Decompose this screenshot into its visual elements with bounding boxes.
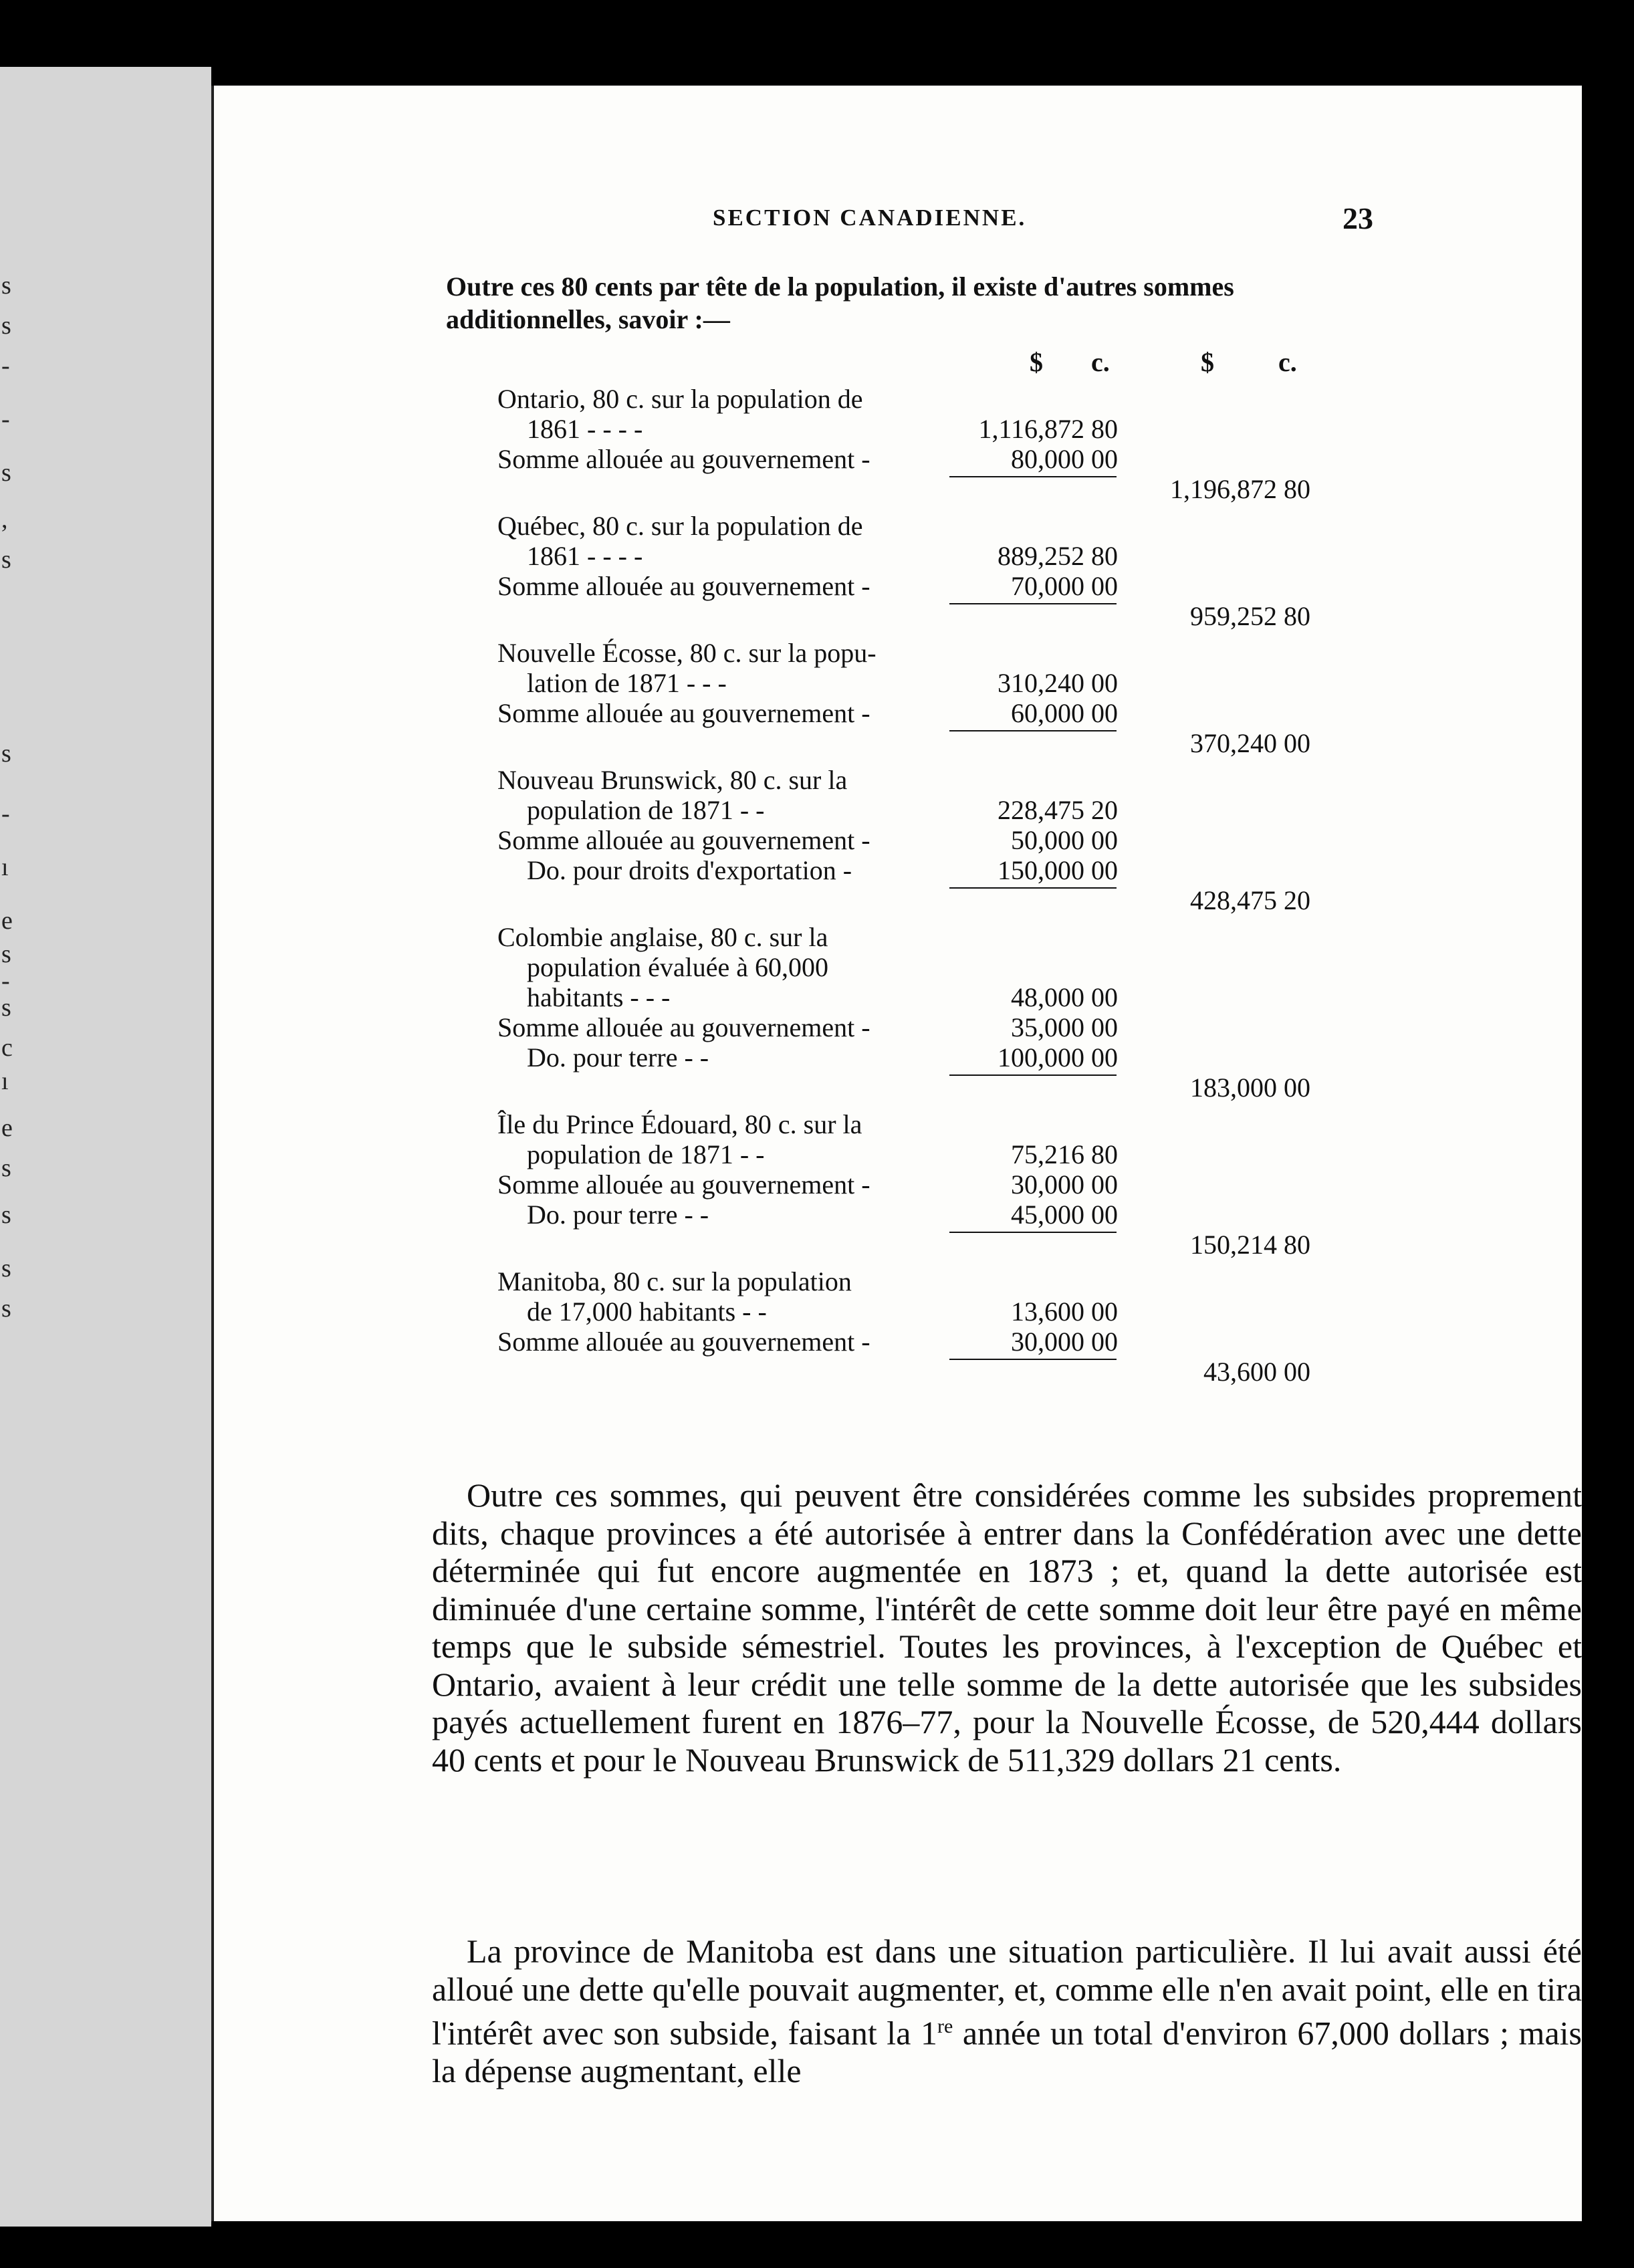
sum-rule <box>949 1232 1117 1233</box>
paragraph-text <box>432 1932 1582 2090</box>
subsidy-line-amount: 310,240 00 <box>998 668 1118 698</box>
running-head <box>214 201 1582 245</box>
facing-page-char: - <box>1 405 10 433</box>
facing-page-char: s <box>1 940 11 968</box>
ordinal-superscript: re <box>937 2015 953 2037</box>
subsidy-line-amount: 30,000 00 <box>1011 1327 1118 1357</box>
subsidy-total: 150,214 80 <box>1190 1230 1310 1260</box>
facing-page-char: s <box>1 994 11 1022</box>
subsidy-line-amount: 60,000 00 <box>1011 698 1118 728</box>
sum-rule <box>949 887 1117 889</box>
subsidy-line-label: Somme allouée au gouvernement - <box>497 571 870 601</box>
subsidy-total: 370,240 00 <box>1190 728 1310 758</box>
subsidy-line-label: Île du Prince Édouard, 80 c. sur la <box>497 1109 862 1139</box>
subsidy-line-label: Ontario, 80 c. sur la population de <box>497 384 863 414</box>
subsidy-line-label: Do. pour terre - - <box>527 1042 709 1072</box>
subsidy-line-label: Somme allouée au gouvernement - <box>497 444 870 474</box>
subsidy-total: 1,196,872 80 <box>1170 474 1310 504</box>
facing-page-char: s <box>1 271 11 300</box>
facing-page-char: - <box>1 352 10 380</box>
subsidy-line-label: Somme allouée au gouvernement - <box>497 825 870 855</box>
subsidy-line-label: Colombie anglaise, 80 c. sur la <box>497 922 828 952</box>
sum-rule <box>949 1359 1117 1360</box>
subsidy-line-amount: 35,000 00 <box>1011 1012 1118 1042</box>
subsidy-line-label: lation de 1871 - - - <box>527 668 727 698</box>
table-intro: Outre ces 80 cents par tête de la population, il existe d'autres sommes additionnelles, savoir :— <box>446 271 1234 334</box>
subsidy-line-amount: 80,000 00 <box>1011 444 1118 474</box>
subsidy-line-amount: 50,000 00 <box>1011 825 1118 855</box>
sum-rule <box>949 730 1117 731</box>
subsidy-line-label: Nouveau Brunswick, 80 c. sur la <box>497 765 848 795</box>
facing-page-char: - <box>1 967 10 995</box>
facing-page-fragment <box>0 67 211 2227</box>
column-header-cents-2: c. <box>1278 347 1297 377</box>
running-head-title: SECTION CANADIENNE. <box>713 205 1027 231</box>
subsidy-line-label: population de 1871 - - <box>527 795 765 825</box>
body-paragraph <box>432 1476 1582 1779</box>
subsidy-line-amount: 13,600 00 <box>1011 1296 1118 1327</box>
subsidy-line-label: Manitoba, 80 c. sur la population <box>497 1266 852 1296</box>
column-header-dollars-1: $ <box>1030 347 1043 377</box>
facing-page-char: s <box>1 1294 11 1323</box>
subsidy-line-label: Nouvelle Écosse, 80 c. sur la popu- <box>497 638 877 668</box>
sum-rule <box>949 476 1117 477</box>
column-header-cents-1: c. <box>1091 347 1110 377</box>
subsidy-line-amount: 150,000 00 <box>998 855 1118 885</box>
facing-page-char: s <box>1 312 11 340</box>
subsidy-line-label: population évaluée à 60,000 <box>527 952 828 982</box>
facing-page-char: c <box>1 1034 13 1062</box>
subsidy-line-label: de 17,000 habitants - - <box>527 1296 767 1327</box>
facing-page-char: ı <box>1 853 9 881</box>
facing-page-char: s <box>1 740 11 768</box>
subsidy-line-label: Somme allouée au gouvernement - <box>497 1327 870 1357</box>
subsidy-line-label: Québec, 80 c. sur la population de <box>497 511 863 541</box>
subsidy-line-label: population de 1871 - - <box>527 1139 765 1169</box>
facing-page-char: s <box>1 459 11 487</box>
paragraph-text: Outre ces sommes, qui peuvent être considérées comme les subsides proprement dits, chaque provinces a été autorisée à entrer dans la Confédération avec une dette déterminée qui fut encore augmentée en 1873 ; et, quand la dette autorisée est diminuée d'une certaine somme, l'intérêt de cette somme doit leur être payé en même temps que le subside sémestriel. Toutes les provinces, à l'exception de Québec et Ontario, avaient à leur crédit une telle somme de la dette autorisée que les subsides payés actuellement furent en 1876–77, pour la Nouvelle Écosse, de 520,444 dollars 40 cents et pour le Nouveau Brunswick de 511,329 dollars 21 cents. <box>432 1476 1582 1779</box>
subsidy-line-amount: 889,252 80 <box>998 541 1118 571</box>
subsidy-total: 959,252 80 <box>1190 601 1310 631</box>
subsidy-line-amount: 45,000 00 <box>1011 1200 1118 1230</box>
subsidy-line-label: Somme allouée au gouvernement - <box>497 1169 870 1200</box>
subsidy-line-label: 1861 - - - - <box>527 541 643 571</box>
column-header-dollars-2: $ <box>1201 347 1214 377</box>
sum-rule <box>949 603 1117 604</box>
subsidy-line-label: 1861 - - - - <box>527 414 643 444</box>
page-number: 23 <box>1343 201 1373 235</box>
paragraph-text-part: La province de Manitoba est dans une situation particulière. Il lui avait aussi été alloué une dette qu'elle pouvait augmenter, et, comme elle n'en avait point, elle en tira l'intérêt avec son subside, faisant la 1 <box>432 1932 1582 2052</box>
facing-page-char: ı <box>1 1067 9 1095</box>
book-page <box>211 86 1582 2221</box>
subsidy-line-amount: 75,216 80 <box>1011 1139 1118 1169</box>
subsidy-line-amount: 48,000 00 <box>1011 982 1118 1012</box>
subsidy-line-label: Do. pour droits d'exportation - <box>527 855 852 885</box>
subsidy-line-amount: 30,000 00 <box>1011 1169 1118 1200</box>
facing-page-char: s <box>1 1254 11 1282</box>
facing-page-char: e <box>1 1114 13 1142</box>
subsidy-line-label: Somme allouée au gouvernement - <box>497 1012 870 1042</box>
facing-page-char: s <box>1 1201 11 1229</box>
subsidy-line-amount: 70,000 00 <box>1011 571 1118 601</box>
paragraph-text-part: année un total d'environ 67,000 dollars ; mais la dépense augmentant, elle <box>432 2014 1582 2090</box>
facing-page-char: s <box>1 1154 11 1182</box>
subsidy-line-amount: 1,116,872 80 <box>978 414 1118 444</box>
subsidy-line-amount: 228,475 20 <box>998 795 1118 825</box>
subsidy-line-amount: 100,000 00 <box>998 1042 1118 1072</box>
facing-page-char: , <box>1 505 8 534</box>
facing-page-char: s <box>1 546 11 574</box>
facing-page-char: e <box>1 907 13 935</box>
subsidy-total: 43,600 00 <box>1203 1357 1310 1387</box>
subsidy-total: 183,000 00 <box>1190 1072 1310 1103</box>
subsidy-line-label: Do. pour terre - - <box>527 1200 709 1230</box>
facing-page-char: - <box>1 800 10 828</box>
body-paragraph <box>432 1932 1582 2090</box>
subsidy-line-label: Somme allouée au gouvernement - <box>497 698 870 728</box>
sum-rule <box>949 1074 1117 1076</box>
subsidy-line-label: habitants - - - <box>527 982 671 1012</box>
subsidy-total: 428,475 20 <box>1190 885 1310 915</box>
